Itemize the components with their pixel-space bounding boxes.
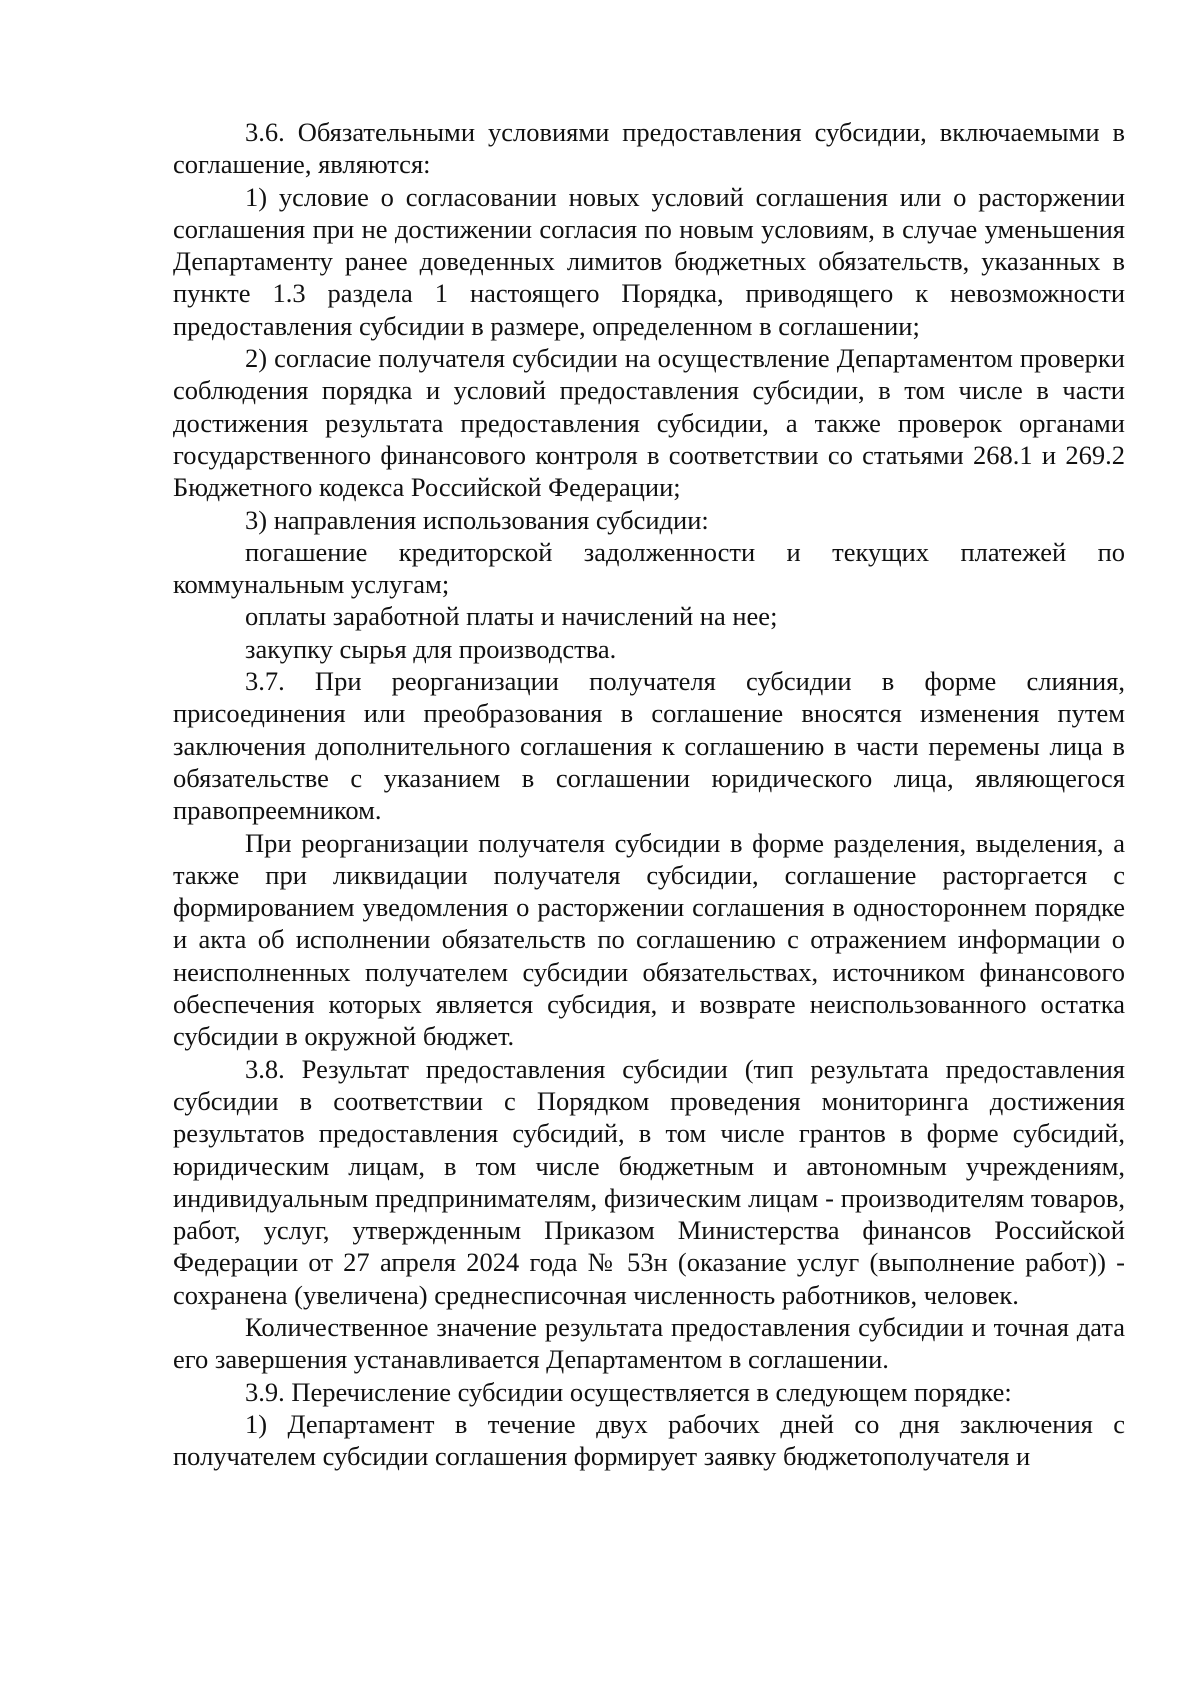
- paragraph-3-8: 3.8. Результат предоставления субсидии (тип результата предоставления субсидии в соответствии с Порядком проведения мониторинга достижения результатов предоставления субсидий, в том числе грантов в форме субсидий, юридическим лицам, в том числе бюджетным и автономным учреждениям, индивидуальным предпринимателям, физическим лицам - производителям товаров, работ, услуг, утвержденным Приказом Министерства финансов Российской Федерации от 27 апреля 2024 года № 53н (оказание услуг (выполнение работ)) - сохранена (увеличена) среднесписочная численность работников, человек.: [173, 1053, 1125, 1310]
- document-body: [173, 116, 1125, 1472]
- paragraph-3-7: 3.7. При реорганизации получателя субсидии в форме слияния, присоединения или преобразования в соглашение вносятся изменения путем заключения дополнительного соглашения к соглашению в части перемены лица в обязательстве с указанием в соглашении юридического лица, являющегося правопреемником.: [173, 666, 1125, 826]
- paragraph-3-9: 3.9. Перечисление субсидии осуществляется в следующем порядке:: [245, 1376, 1012, 1407]
- paragraph-usage-materials: закупку сырья для производства.: [245, 633, 617, 664]
- paragraph-3-6-item-1: 1) условие о согласовании новых условий соглашения или о расторжении соглашения при не достижении согласия по новым условиям, в случае уменьшения Департаменту ранее доведенных лимитов бюджетных обязательств, указанных в пункте 1.3 раздела 1 настоящего Порядка, приводящего к невозможности предоставления субсидии в размере, определенном в соглашении;: [173, 181, 1125, 341]
- paragraph-3-6: 3.6. Обязательными условиями предоставления субсидии, включаемыми в соглашение, являются:: [173, 117, 1125, 180]
- paragraph-3-6-item-2: 2) согласие получателя субсидии на осуществление Департаментом проверки соблюдения порядка и условий предоставления субсидии, в том числе в части достижения результата предоставления субсидии, а также проверок органами государственного финансового контроля в соответствии со статьями 268.1 и 269.2 Бюджетного кодекса Российской Федерации;: [173, 343, 1125, 503]
- paragraph-3-8-quantity: Количественное значение результата предоставления субсидии и точная дата его завершения устанавливается Департаментом в соглашении.: [173, 1311, 1125, 1375]
- paragraph-usage-debt: погашение кредиторской задолженности и текущих платежей по коммунальным услугам;: [173, 536, 1125, 600]
- paragraph-usage-salary: оплаты заработной платы и начислений на нее;: [245, 601, 778, 632]
- paragraph-3-6-item-3: 3) направления использования субсидии:: [245, 504, 709, 535]
- paragraph-3-7-reorganization: При реорганизации получателя субсидии в форме разделения, выделения, а также при ликвидации получателя субсидии, соглашение расторгается с формированием уведомления о расторжении соглашения в одностороннем порядке и акта об исполнении обязательств по соглашению с отражением информации о неисполненных получателем субсидии обязательствах, источником финансового обеспечения которых является субсидия, и возврате неиспользованного остатка субсидии в окружной бюджет.: [173, 827, 1125, 1052]
- paragraph-3-9-item-1: 1) Департамент в течение двух рабочих дней со дня заключения с получателем субсидии соглашения формирует заявку бюджетополучателя и: [173, 1408, 1125, 1472]
